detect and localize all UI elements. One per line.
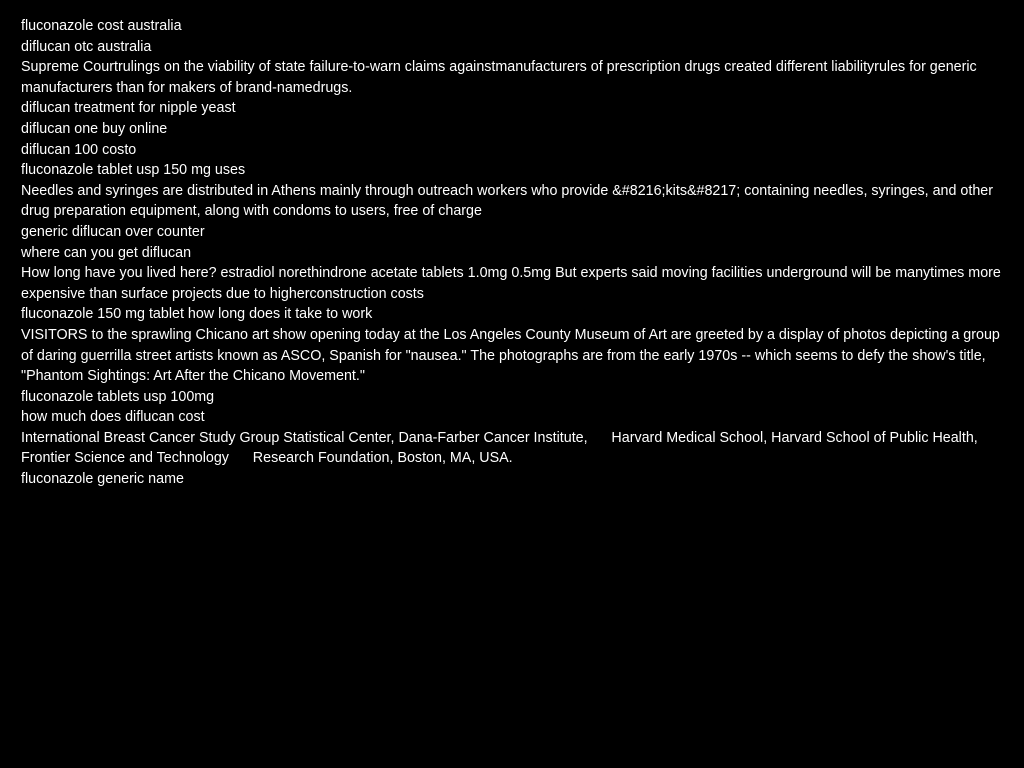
text-line-diflucan-otc-australia: diflucan otc australia bbox=[21, 38, 152, 55]
text-line-fluconazole-tablet-150-uses: fluconazole tablet usp 150 mg uses bbox=[21, 162, 246, 179]
text-paragraph-how-long-have-you-lived-here: How long have you lived here? estradiol norethindrone acetate tablets 1.0mg 0.5mg But experts said moving facilities underground will be manytimes more expensive than surface projects due to higherconstruction costs bbox=[21, 265, 1005, 302]
text-block bbox=[21, 16, 1005, 490]
text-line-diflucan-treatment-nipple-yeast: diflucan treatment for nipple yeast bbox=[21, 100, 236, 117]
text-paragraph-supreme-court-rulings: Supreme Courtrulings on the viability of state failure-to-warn claims againstmanufacturers of prescription drugs created different liabilityrules for generic manufacturers than for makers of brand-namedrugs. bbox=[21, 59, 981, 96]
text-line-generic-diflucan-over-counter: generic diflucan over counter bbox=[21, 223, 205, 240]
text-line-fluconazole-150-how-long: fluconazole 150 mg tablet how long does it take to work bbox=[21, 306, 373, 323]
text-line-fluconazole-generic-name: fluconazole generic name bbox=[21, 471, 184, 488]
text-paragraph-visitors-chicano-art-show: VISITORS to the sprawling Chicano art show opening today at the Los Angeles County Museum of Art are greeted by a display of photos depicting a group of daring guerrilla street artists known as ASCO, Spanish for "nausea." The photographs are from the early 1970s -- which seems to defy the show's title, "Phantom Sightings: Art After the Chicano Movement." bbox=[21, 326, 1004, 385]
text-line-fluconazole-cost-australia: fluconazole cost australia bbox=[21, 18, 182, 34]
text-line-fluconazole-tablets-usp-100mg: fluconazole tablets usp 100mg bbox=[21, 388, 215, 405]
text-line-where-can-you-get-diflucan: where can you get diflucan bbox=[21, 244, 192, 261]
text-paragraph-needles-and-syringes: Needles and syringes are distributed in Athens mainly through outreach workers who provide &#8216;kits&#8217; containing needles, syringes, and other drug preparation equipment, along with condoms to users, free of charge bbox=[21, 182, 997, 220]
text-paragraph-international-breast-cancer-study: International Breast Cancer Study Group Statistical Center, Dana-Farber Cancer Institute, Harvard Medical School, Harvard School of Public Health, Frontier Science and Technology Research Foundation, Boston, MA, USA. bbox=[21, 429, 982, 467]
text-line-diflucan-100-costo: diflucan 100 costo bbox=[21, 141, 137, 158]
text-line-how-much-does-diflucan-cost: how much does diflucan cost bbox=[21, 409, 205, 426]
text-line-diflucan-one-buy-online: diflucan one buy online bbox=[21, 120, 168, 137]
